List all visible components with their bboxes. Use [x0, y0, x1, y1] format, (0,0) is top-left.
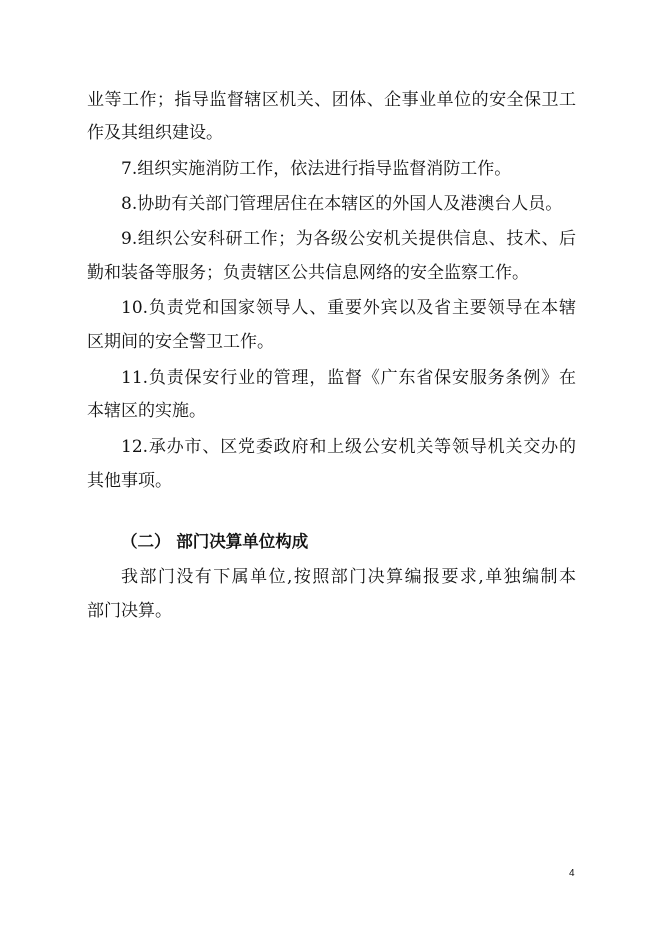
item-7-line-1: 7.组织实施消防工作，依法进行指导监督消防工作。 [121, 159, 512, 179]
section-body-line-1: 我部门没有下属单位,按照部门决算编报要求,单独编制本 [121, 567, 576, 587]
item-10-line-1: 10.负责党和国家领导人、重要外宾以及省主要领导在本辖 [121, 298, 576, 318]
item-9-line-1: 9.组织公安科研工作；为各级公安机关提供信息、技术、后 [121, 229, 576, 249]
item-10-line-2: 区期间的安全警卫工作。 [87, 332, 274, 352]
section-body-line-2: 部门决算。 [87, 601, 172, 621]
item-12-line-1: 12.承办市、区党委政府和上级公安机关等领导机关交办的 [121, 437, 576, 457]
item-11-line-1: 11.负责保安行业的管理，监督《广东省保安服务条例》在 [121, 368, 576, 388]
page-number: 4 [569, 868, 575, 879]
item-9-line-2: 勤和装备等服务；负责辖区公共信息网络的安全监察工作。 [87, 263, 529, 283]
item-11-line-2: 本辖区的实施。 [87, 401, 206, 421]
body-line-1: 业等工作；指导监督辖区机关、团体、企事业单位的安全保卫工 [87, 90, 576, 110]
section-heading: （二） 部门决算单位构成 [121, 532, 309, 551]
item-8-line-1: 8.协助有关部门管理居住在本辖区的外国人及港澳台人员。 [121, 194, 563, 214]
item-12-line-2: 其他事项。 [87, 471, 172, 491]
body-line-2: 作及其组织建设。 [87, 123, 223, 143]
